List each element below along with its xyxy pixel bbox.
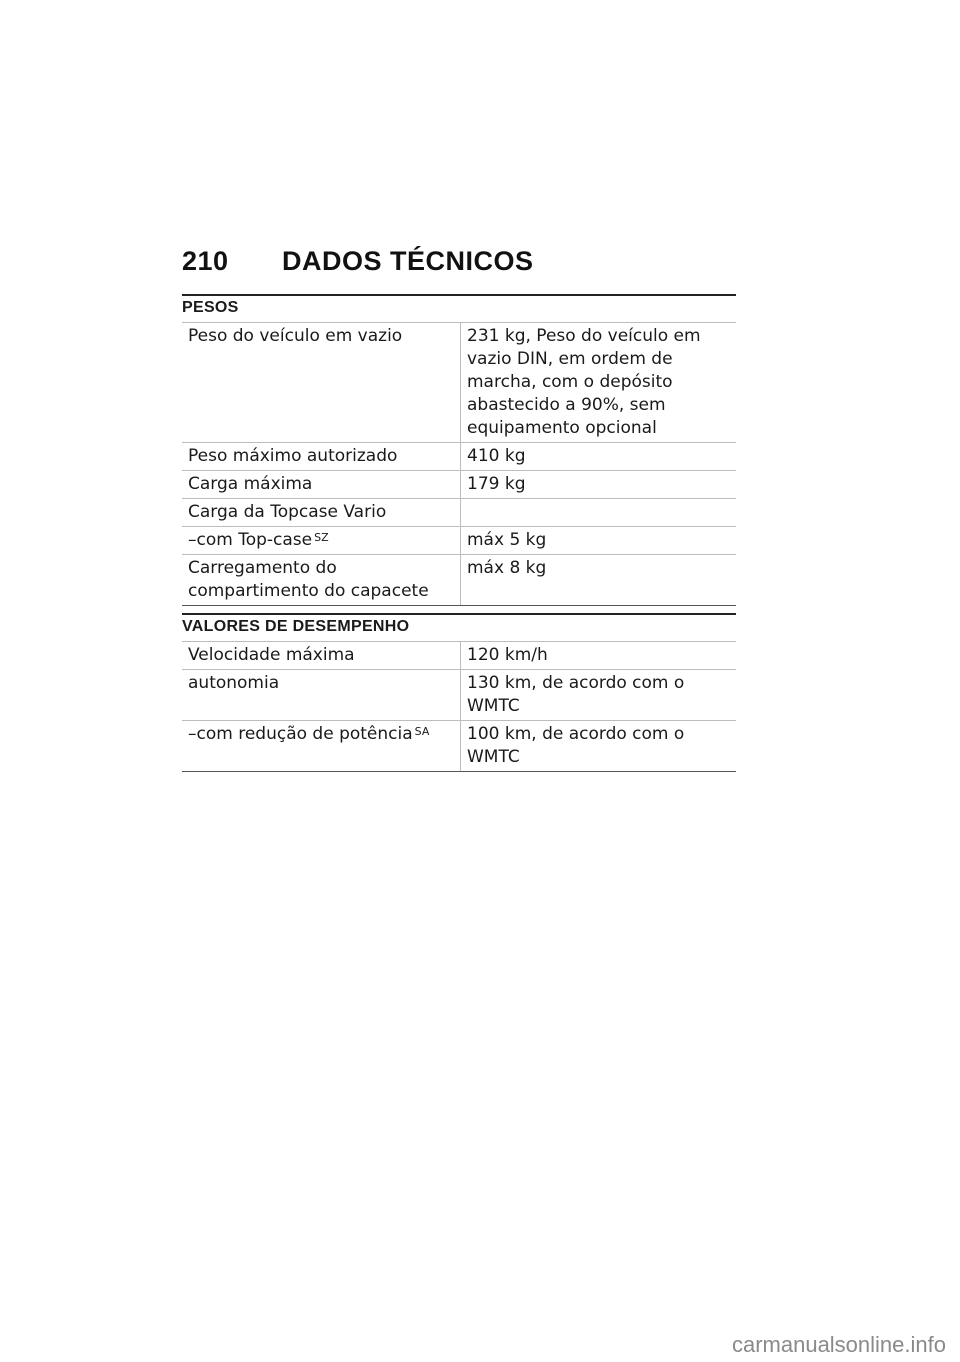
row-value: 231 kg, Peso do veículo em vazio DIN, em ordem de marcha, com o depósito abastecido a 90%, sem equipamento opcional <box>461 323 737 443</box>
row-value: 100 km, de acordo com o WMTC <box>461 721 737 772</box>
row-label: –com Top-case <box>188 530 313 550</box>
table-row <box>182 555 736 606</box>
section-weights <box>182 294 736 606</box>
performance-table <box>182 642 736 772</box>
footnote-marker: SA <box>414 725 430 738</box>
table-row <box>182 499 736 527</box>
section-performance <box>182 613 736 772</box>
row-value: 130 km, de acordo com o WMTC <box>461 670 737 721</box>
row-value: 410 kg <box>461 443 737 471</box>
page-number: 210 <box>182 246 229 276</box>
row-value: máx 8 kg <box>461 555 737 606</box>
row-label-cell <box>182 527 461 555</box>
row-label: autonomia <box>182 670 461 721</box>
row-value: máx 5 kg <box>461 527 737 555</box>
watermark: carmanualsonline.info <box>731 1332 946 1357</box>
row-value: 120 km/h <box>461 642 737 670</box>
row-value <box>461 499 737 527</box>
section-title: PESOS <box>182 294 736 323</box>
row-label: Carga máxima <box>182 471 461 499</box>
table-row <box>182 721 736 772</box>
row-label: Carregamento do compartimento do capacete <box>182 555 461 606</box>
row-value: 179 kg <box>461 471 737 499</box>
weights-table <box>182 323 736 606</box>
row-label: Peso do veículo em vazio <box>182 323 461 443</box>
page-header <box>182 246 534 277</box>
section-title: VALORES DE DESEMPENHO <box>182 613 736 642</box>
table-row <box>182 443 736 471</box>
table-row <box>182 323 736 443</box>
row-label: Carga da Topcase Vario <box>182 499 461 527</box>
row-label: Velocidade máxima <box>182 642 461 670</box>
page-title: DADOS TÉCNICOS <box>282 246 534 276</box>
row-label-cell <box>182 721 461 772</box>
table-row <box>182 527 736 555</box>
table-row <box>182 670 736 721</box>
row-label: –com redução de potência <box>188 724 413 744</box>
footnote-marker: SZ <box>314 531 329 544</box>
table-row <box>182 471 736 499</box>
row-label: Peso máximo autorizado <box>182 443 461 471</box>
table-row <box>182 642 736 670</box>
